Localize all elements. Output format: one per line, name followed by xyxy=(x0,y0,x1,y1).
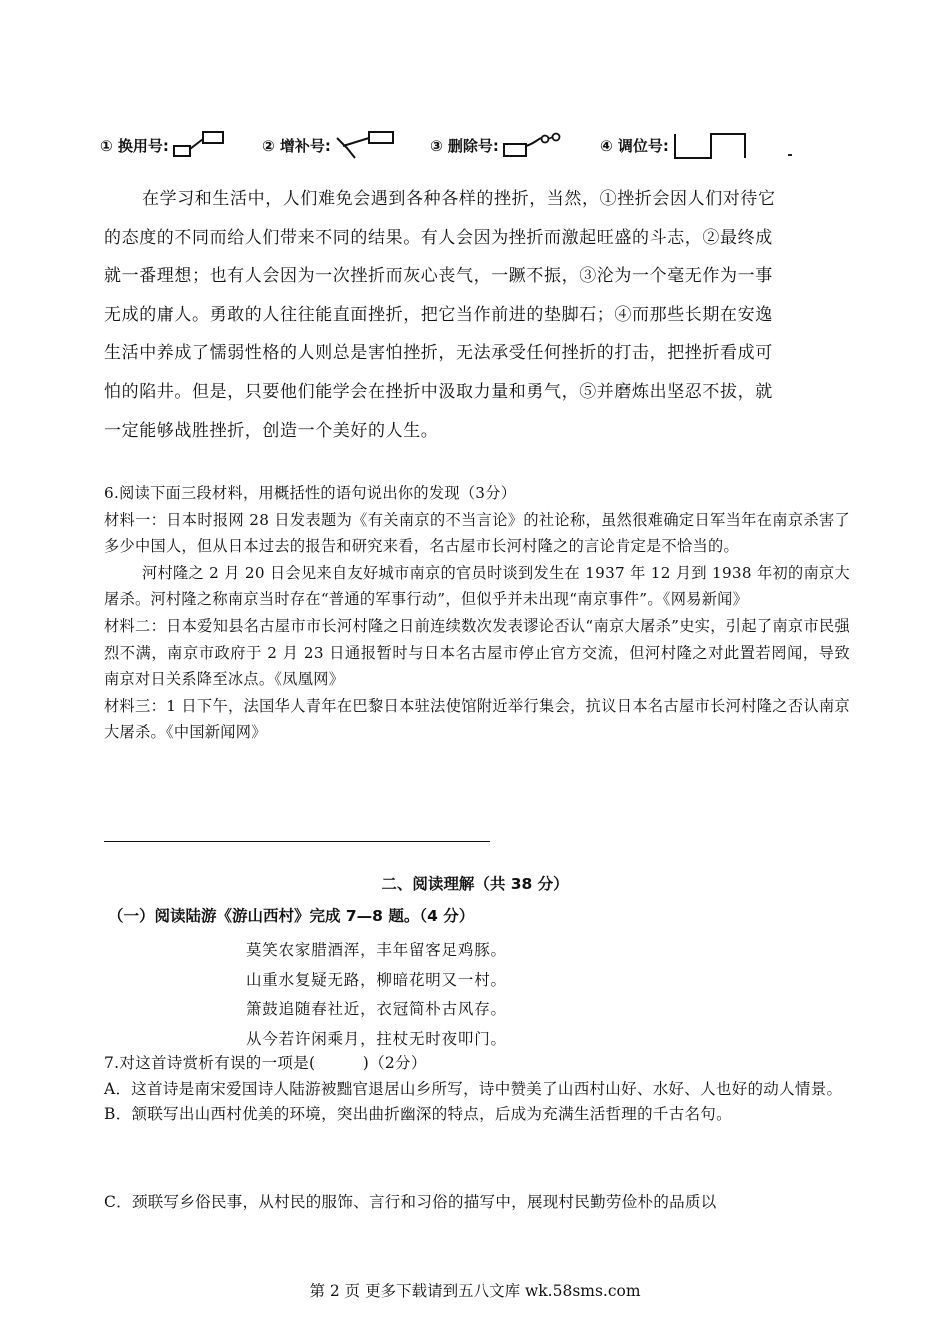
q6-material-1-continued: 河村隆之 2 月 20 日会见来自友好城市南京的官员时谈到发生在 1937 年 12 月到 1938 年初的南京大屠杀。河村隆之称南京当时存在“普通的军事行动”，但似乎并未出现“南京事件”。《网易新闻》 xyxy=(104,563,850,609)
poem-line: 从今若许闲乘月，拄杖无时夜叩门。 xyxy=(246,1029,507,1048)
correction-passage xyxy=(104,180,850,450)
question-6 xyxy=(104,480,850,746)
q7-option-c-block xyxy=(104,1190,852,1216)
passage-line: 就一番理想；也有人会因为一次挫折而灰心丧气，一蹶不振，③沦为一个毫无作为一事 xyxy=(104,266,773,287)
section-2-title: 二、阅读理解（共 38 分） xyxy=(381,875,569,893)
passage-line: 怕的陷井。但是，只要他们能学会在挫折中汲取力量和勇气，⑤并磨炼出坚忍不拔，就 xyxy=(104,381,773,402)
section-2-subtitle: （一）阅读陆游《游山西村》完成 7—8 题。（4 分） xyxy=(108,907,475,925)
passage-line: 在学习和生活中，人们难免会遇到各种各样的挫折，当然，①挫折会因人们对待它 xyxy=(142,189,776,209)
question-7 xyxy=(104,1051,852,1128)
passage-line: 的态度的不同而给人们带来不同的结果。有人会因为挫折而激起旺盛的斗志，②最终成 xyxy=(104,227,773,248)
delete-mark-icon xyxy=(501,130,571,160)
swap-mark-icon xyxy=(171,130,229,160)
page-footer: 第 2 页 更多下载请到五八文库 wk.58sms.com xyxy=(309,1282,641,1300)
stray-mark xyxy=(788,154,792,156)
poem-line: 山重水复疑无路，柳暗花明又一村。 xyxy=(246,970,507,989)
passage-line: 生活中养成了懦弱性格的人则总是害怕挫折，无法承受任何挫折的打击，把挫折看成可 xyxy=(104,343,773,364)
passage-line: 一定能够战胜挫折，创造一个美好的人生。 xyxy=(104,420,439,441)
q6-material-2: 材料二：日本爱知县名古屋市市长河村隆之日前连续数次发表谬论否认“南京大屠杀”史实，引起了南京市民强烈不满，南京市政府于 2 月 23 日通报暂时与日本名古屋市停止官方交流，但河村隆之对此置若罔闻，导致南京对日关系降至冰点。《凤凰网》 xyxy=(104,616,850,689)
q7-option-a: A．这首诗是南宋爱国诗人陆游被黜官退居山乡所写，诗中赞美了山西村山好、水好、人也好的动人情景。 xyxy=(104,1079,843,1098)
q7-prompt: 7.对这首诗赏析有误的一项是( )（2分） xyxy=(104,1054,427,1072)
move-symbol-label: ④ 调位号: xyxy=(600,136,669,155)
poem-line: 莫笑农家腊酒浑，丰年留客足鸡豚。 xyxy=(246,941,507,959)
q6-prompt: 6.阅读下面三段材料，用概括性的语句说出你的发现（3分） xyxy=(104,484,517,502)
reposition-mark-icon xyxy=(671,130,751,160)
q6-material-1: 材料一：日本时报网 28 日发表题为《有关南京的不当言论》的社论称，虽然很难确定日军当年在南京杀害了多少中国人，但从日本过去的报告和研究来看，名古屋市长河村隆之的言论肯定是不恰当的。 xyxy=(104,510,850,556)
swap-symbol xyxy=(100,130,229,160)
delete-symbol-label: ③ 删除号: xyxy=(430,136,499,155)
q7-option-b: B．颔联写出山西村优美的环境，突出曲折幽深的特点，后成为充满生活哲理的千古名句。 xyxy=(104,1105,732,1123)
delete-symbol xyxy=(430,130,571,160)
swap-symbol-label: ① 换用号: xyxy=(100,136,169,155)
move-symbol xyxy=(600,130,751,160)
correction-symbols-legend xyxy=(100,124,820,164)
q6-material-3: 材料三：1 日下午，法国华人青年在巴黎日本驻法使馆附近举行集会，抗议日本名古屋市长河村隆之否认南京大屠杀。《中国新闻网》 xyxy=(104,696,850,742)
add-symbol-label: ② 增补号: xyxy=(262,136,331,155)
poem xyxy=(246,936,507,1054)
passage-line: 无成的庸人。勇敢的人往往能直面挫折，把它当作前进的垫脚石；④而那些长期在安逸 xyxy=(104,304,773,325)
add-symbol xyxy=(262,130,399,160)
q7-option-c: C．颈联写乡俗民事，从村民的服饰、言行和习俗的描写中，展现村民勤劳俭朴的品质以 xyxy=(104,1193,717,1211)
insert-mark-icon xyxy=(333,130,399,160)
answer-line xyxy=(104,841,490,842)
poem-line: 箫鼓追随春社近，衣冠简朴古风存。 xyxy=(246,1000,507,1018)
